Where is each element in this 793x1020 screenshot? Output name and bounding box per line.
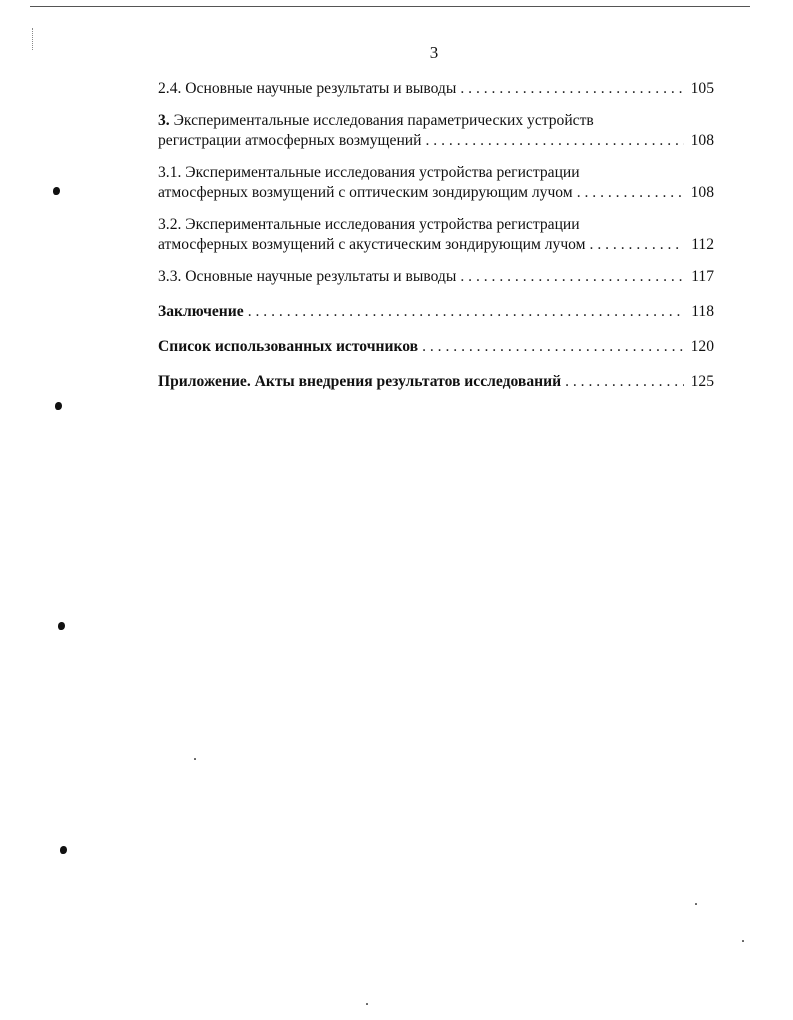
scan-speck [742,940,744,942]
scan-speck [194,758,196,760]
toc-entry-title: Экспериментальные исследования параметрических устройств [173,112,594,129]
toc-entry-page: 118 [691,303,714,320]
toc-entry-page: 112 [691,236,714,253]
toc-entry-title-continued: атмосферных возмущений с оптическим зондирующим лучом [158,184,573,201]
toc-entry-3-3 [158,267,714,287]
toc-entry-references [158,337,714,357]
binder-hole-mark [58,622,65,630]
dot-leader [590,235,684,255]
toc-entry-page: 108 [690,132,714,149]
toc-entry-title: 3.2. Экспериментальные исследования устройства регистрации [158,216,580,233]
toc-entry-2-4 [158,79,714,99]
toc-entry-page: 105 [690,80,714,97]
scan-speck [366,1003,368,1005]
toc-entry-3-1 [158,163,714,203]
dot-leader [460,267,684,287]
toc-entry-page: 125 [690,373,714,390]
dot-leader [248,302,684,322]
binder-hole-mark [55,402,62,410]
toc-entry-title: Список использованных источников [158,338,419,355]
toc-entry-conclusion [158,302,714,322]
binder-hole-mark [53,187,60,195]
toc-entry-title: Приложение. Акты внедрения результатов исследований [158,373,562,390]
toc-entry-title: 2.4. Основные научные результаты и выводы [158,80,457,97]
binder-hole-mark [60,846,67,854]
toc-entry-title-continued: атмосферных возмущений с акустическим зондирующим лучом [158,236,586,253]
toc-entry-3 [158,111,714,151]
page-number: 3 [429,43,439,62]
toc-entry-appendix [158,372,714,392]
scan-speck [695,903,697,905]
dot-leader [460,79,684,99]
toc-entry-3-2 [158,215,714,255]
scan-top-edge [30,6,750,7]
dot-leader [577,183,684,203]
dot-leader [422,337,684,357]
toc-entry-page: 108 [690,184,714,201]
toc-entry-title: 3.3. Основные научные результаты и выводы [158,268,457,285]
toc-entry-page: 117 [691,268,714,285]
chapter-number: 3. [158,112,170,129]
toc-entry-title: Заключение [158,303,244,320]
dot-leader [565,372,684,392]
table-of-contents [158,79,714,392]
dot-leader [426,131,685,151]
toc-entry-title: 3.1. Экспериментальные исследования устройства регистрации [158,164,580,181]
toc-entry-page: 120 [690,338,714,355]
toc-entry-title-continued: регистрации атмосферных возмущений [158,132,422,149]
